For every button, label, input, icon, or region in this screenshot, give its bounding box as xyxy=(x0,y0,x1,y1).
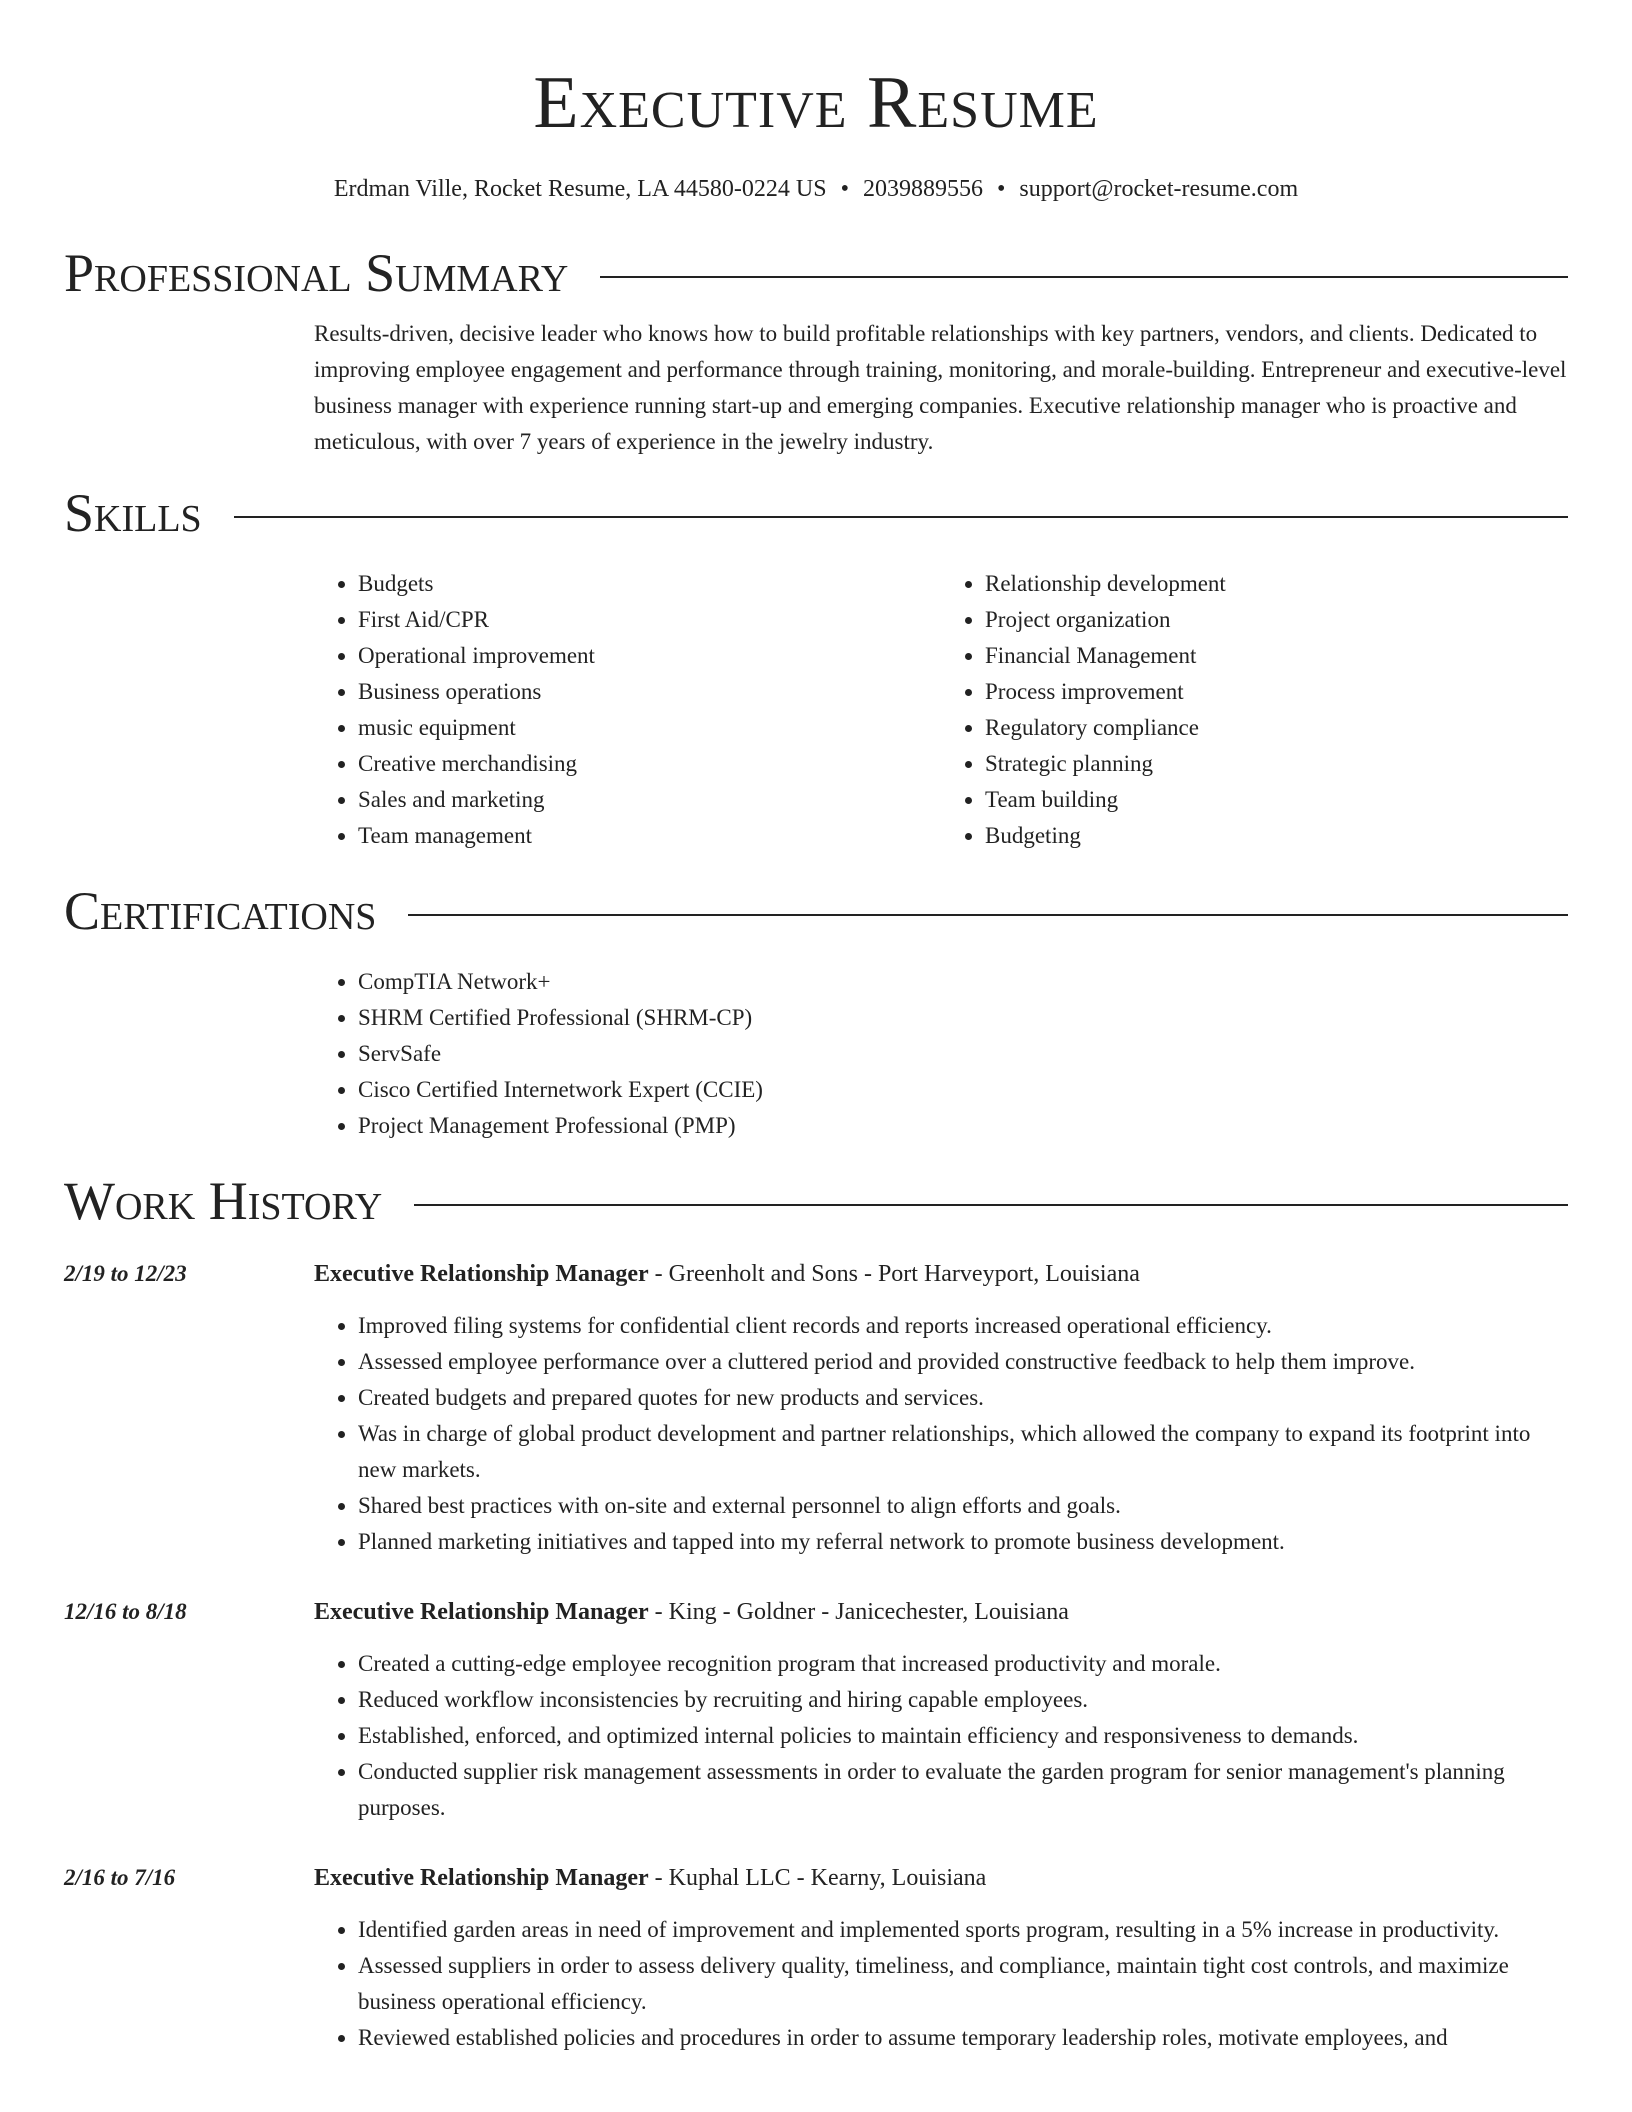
skill-item: • Strategic planning xyxy=(985,746,1568,782)
job-company: King - Goldner - Janicechester, Louisiana xyxy=(668,1599,1069,1625)
job-details xyxy=(314,1594,1568,1826)
certification-item: • Project Management Professional (PMP) xyxy=(358,1108,1568,1144)
job-details xyxy=(314,1256,1568,1560)
certification-item: • SHRM Certified Professional (SHRM-CP) xyxy=(358,1000,1568,1036)
summary-section xyxy=(64,238,1568,460)
skill-item: • Budgeting xyxy=(985,818,1568,854)
job-header: Executive Relationship Manager - King - Goldner - Janicechester, Louisiana xyxy=(314,1599,1069,1625)
skill-item: • First Aid/CPR xyxy=(358,602,941,638)
job-title: Executive Relationship Manager xyxy=(314,1865,649,1891)
skill-item: • music equipment xyxy=(358,710,941,746)
skill-item: • Business operations xyxy=(358,674,941,710)
job-bullet: • Conducted supplier risk management assessments in order to evaluate the garden program for senior management's planning purposes. xyxy=(358,1754,1568,1826)
skills-list-right xyxy=(941,566,1568,854)
job-bullet: • Assessed employee performance over a cluttered period and provided constructive feedback to help them improve. xyxy=(358,1344,1568,1380)
job-dates: 12/16 to 8/18 xyxy=(64,1599,187,1624)
contact-separator: • xyxy=(840,176,850,202)
job-bullet: • Identified garden areas in need of improvement and implemented sports program, resulting in a 5% increase in productivity. xyxy=(358,1912,1568,1948)
summary-heading: Professional Summary xyxy=(64,243,569,303)
contact-email: support@rocket-resume.com xyxy=(1019,176,1299,202)
certifications-body xyxy=(314,964,1568,1144)
work-history-heading: Work History xyxy=(64,1171,383,1231)
skills-list-left xyxy=(314,566,941,854)
job-title: Executive Relationship Manager xyxy=(314,1261,649,1287)
contact-line xyxy=(0,174,1632,204)
section-divider xyxy=(234,516,1568,518)
job-bullet: • Assessed suppliers in order to assess delivery quality, timeliness, and compliance, maintain tight cost controls, and maximize business operational efficiency. xyxy=(358,1948,1568,2020)
job-title: Executive Relationship Manager xyxy=(314,1599,649,1625)
skill-item: • Creative merchandising xyxy=(358,746,941,782)
skill-item: • Regulatory compliance xyxy=(985,710,1568,746)
job-bullet: • Established, enforced, and optimized internal policies to maintain efficiency and responsiveness to demands. xyxy=(358,1718,1568,1754)
skill-item: • Operational improvement xyxy=(358,638,941,674)
job-header: Executive Relationship Manager - Greenholt and Sons - Port Harveyport, Louisiana xyxy=(314,1261,1140,1287)
job-details xyxy=(314,1860,1568,2056)
contact-separator: • xyxy=(997,176,1006,202)
job-bullet: • Created a cutting-edge employee recognition program that increased productivity and morale. xyxy=(358,1646,1568,1682)
skill-item: • Budgets xyxy=(358,566,941,602)
skill-item: • Team management xyxy=(358,818,941,854)
certification-item: • ServSafe xyxy=(358,1036,1568,1072)
job-bullet: • Created budgets and prepared quotes for new products and services. xyxy=(358,1380,1568,1416)
skills-heading: Skills xyxy=(64,483,202,543)
skills-grid xyxy=(314,566,1568,854)
job-company: Kuphal LLC - Kearny, Louisiana xyxy=(668,1865,987,1891)
job-bullet: • Reduced workflow inconsistencies by recruiting and hiring capable employees. xyxy=(358,1682,1568,1718)
certifications-list xyxy=(314,964,1568,1144)
section-divider xyxy=(408,914,1568,916)
job-bullet: • Improved filing systems for confidential client records and reports increased operational efficiency. xyxy=(358,1308,1568,1344)
certification-item: • CompTIA Network+ xyxy=(358,964,1568,1000)
section-header xyxy=(64,876,1568,946)
skill-item: • Team building xyxy=(985,782,1568,818)
job-header: Executive Relationship Manager - Kuphal LLC - Kearny, Louisiana xyxy=(314,1865,987,1891)
skill-item: • Process improvement xyxy=(985,674,1568,710)
work-history-section xyxy=(64,1166,1568,2056)
section-header xyxy=(64,238,1568,308)
certifications-heading: Certifications xyxy=(64,881,377,941)
job-bullet: • Planned marketing initiatives and tapped into my referral network to promote business development. xyxy=(358,1524,1568,1560)
skill-item: • Sales and marketing xyxy=(358,782,941,818)
job-company: Greenholt and Sons - Port Harveyport, Louisiana xyxy=(668,1261,1140,1287)
job-entry xyxy=(64,1860,1568,2056)
certification-item: • Cisco Certified Internetwork Expert (CCIE) xyxy=(358,1072,1568,1108)
job-bullets xyxy=(314,1646,1568,1826)
skill-item: • Project organization xyxy=(985,602,1568,638)
job-entry xyxy=(64,1256,1568,1560)
job-bullet: • Was in charge of global product development and partner relationships, which allowed the company to expand its footprint into new markets. xyxy=(358,1416,1568,1488)
job-bullets xyxy=(314,1912,1568,2056)
job-bullet: • Reviewed established policies and procedures in order to assume temporary leadership roles, motivate employees, and xyxy=(358,2020,1568,2056)
job-dates: 2/19 to 12/23 xyxy=(64,1261,187,1286)
job-bullets xyxy=(314,1308,1568,1560)
summary-text: Results-driven, decisive leader who knows how to build profitable relationships with key partners, vendors, and clients. Dedicated to improving employee engagement and performance through training, monitoring, and morale-building. Entrepreneur and executive-level business manager with experience running start-up and emerging companies. Executive relationship manager who is proactive and meticulous, with over 7 years of experience in the jewelry industry. xyxy=(314,321,1567,454)
section-header xyxy=(64,478,1568,548)
certifications-section xyxy=(64,876,1568,1144)
skill-item: • Financial Management xyxy=(985,638,1568,674)
contact-phone: 2039889556 xyxy=(863,176,984,202)
section-header xyxy=(64,1166,1568,1236)
resume-title: Executive Resume xyxy=(533,62,1099,144)
skills-section xyxy=(64,478,1568,854)
contact-address: Erdman Ville, Rocket Resume, LA 44580-0224 US xyxy=(333,176,827,202)
job-entry xyxy=(64,1594,1568,1826)
skill-item: • Relationship development xyxy=(985,566,1568,602)
job-dates: 2/16 to 7/16 xyxy=(64,1865,176,1890)
section-divider xyxy=(414,1204,1568,1206)
job-bullet: • Shared best practices with on-site and external personnel to align efforts and goals. xyxy=(358,1488,1568,1524)
section-divider xyxy=(600,276,1568,278)
